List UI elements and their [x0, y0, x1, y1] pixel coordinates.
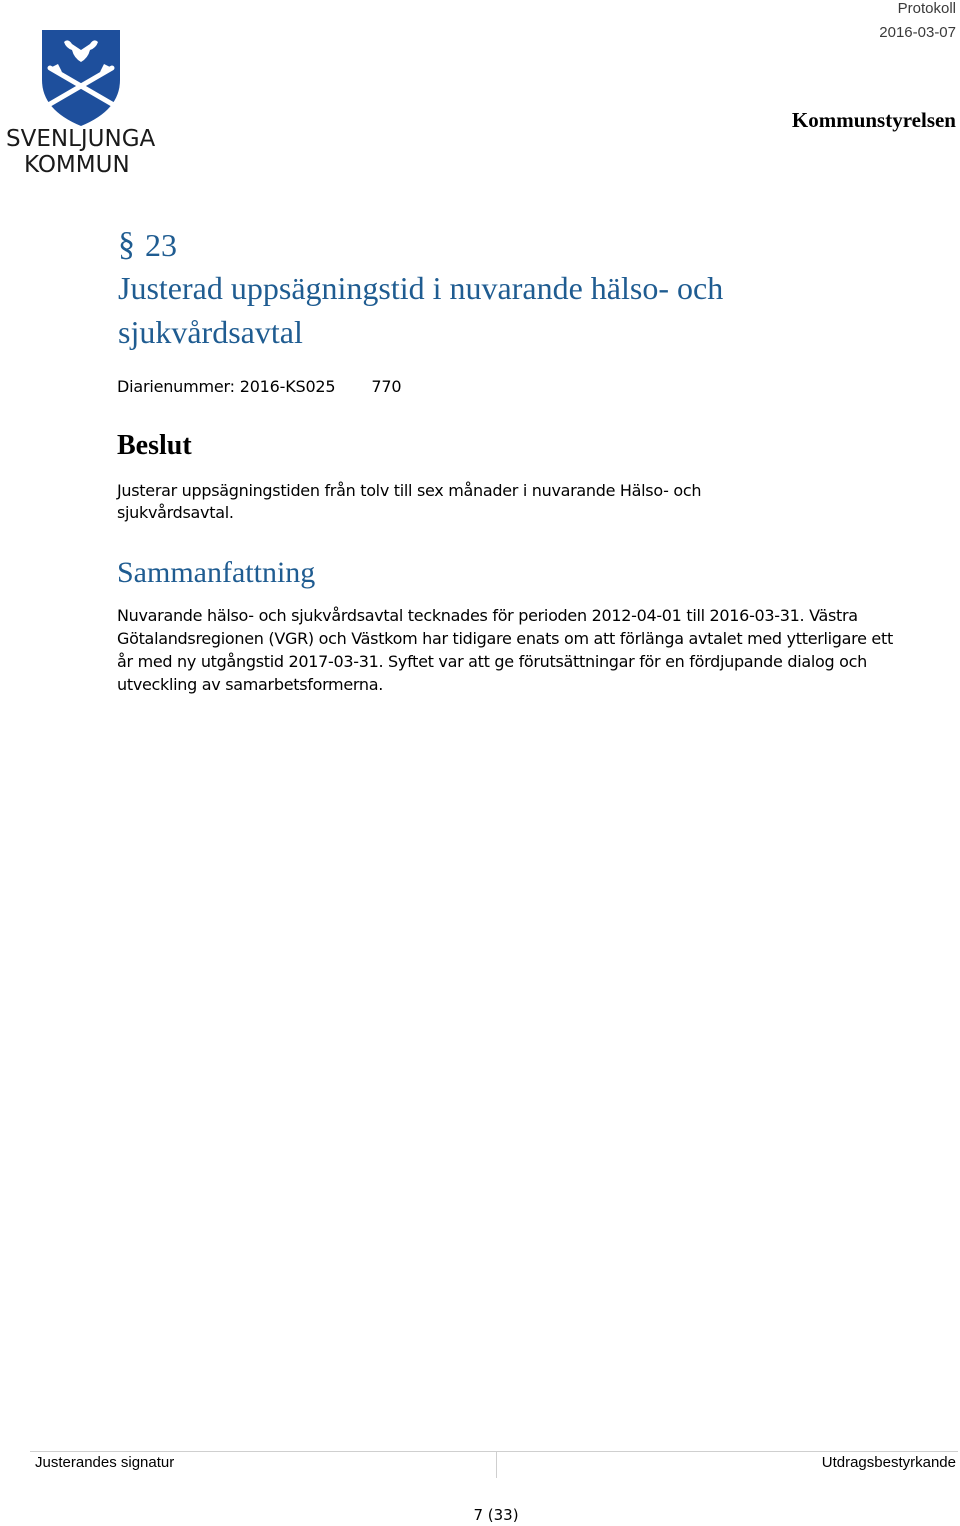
- diarie-label: Diarienummer: 2016-KS025: [117, 377, 336, 396]
- section-heading: [118, 225, 938, 353]
- page-number: 7 (33): [473, 1506, 519, 1524]
- logo-text-line1: SVENLJUNGA: [6, 126, 156, 152]
- paragraph-sign-icon: §: [118, 226, 135, 263]
- logo-text-line2: KOMMUN: [24, 152, 130, 178]
- coat-of-arms-icon: [6, 28, 164, 178]
- section-title-line2: sjukvårdsavtal: [118, 314, 303, 350]
- diarie-code: 770: [371, 377, 402, 396]
- footer-certification-label: Utdragsbestyrkande: [821, 1454, 956, 1471]
- beslut-text: Justerar uppsägningstiden från tolv till sex månader i nuvarande Hälso- och sjukvårdsavtal.: [117, 481, 702, 522]
- municipality-logo: [6, 28, 164, 178]
- sammanfattning-text: Nuvarande hälso- och sjukvårdsavtal tecknades för perioden 2012-04-01 till 2016-03-31. Västra Götalandsregionen (VGR) och Västkom har tidigare enats om att förlänga avtalet med ytterligare ett år med ny utgångstid 2017-03-31. Syftet var att ge förutsättningar för en fördjupande dialog och utveckling av samarbetsformerna.: [117, 606, 893, 694]
- beslut-heading: Beslut: [117, 430, 192, 461]
- document-date: 2016-03-07: [879, 24, 956, 41]
- document-type: Protokoll: [897, 0, 956, 17]
- footer-column-divider: [496, 1452, 497, 1478]
- section-number: 23: [145, 227, 177, 263]
- diarie-number: [117, 377, 401, 396]
- footer-divider-line: [30, 1451, 958, 1452]
- sammanfattning-heading: Sammanfattning: [117, 556, 316, 589]
- footer-signature-label: Justerandes signatur: [35, 1454, 175, 1471]
- organization-body: Kommunstyrelsen: [791, 108, 956, 132]
- section-title-line1: Justerad uppsägningstid i nuvarande hälso- och: [118, 270, 724, 306]
